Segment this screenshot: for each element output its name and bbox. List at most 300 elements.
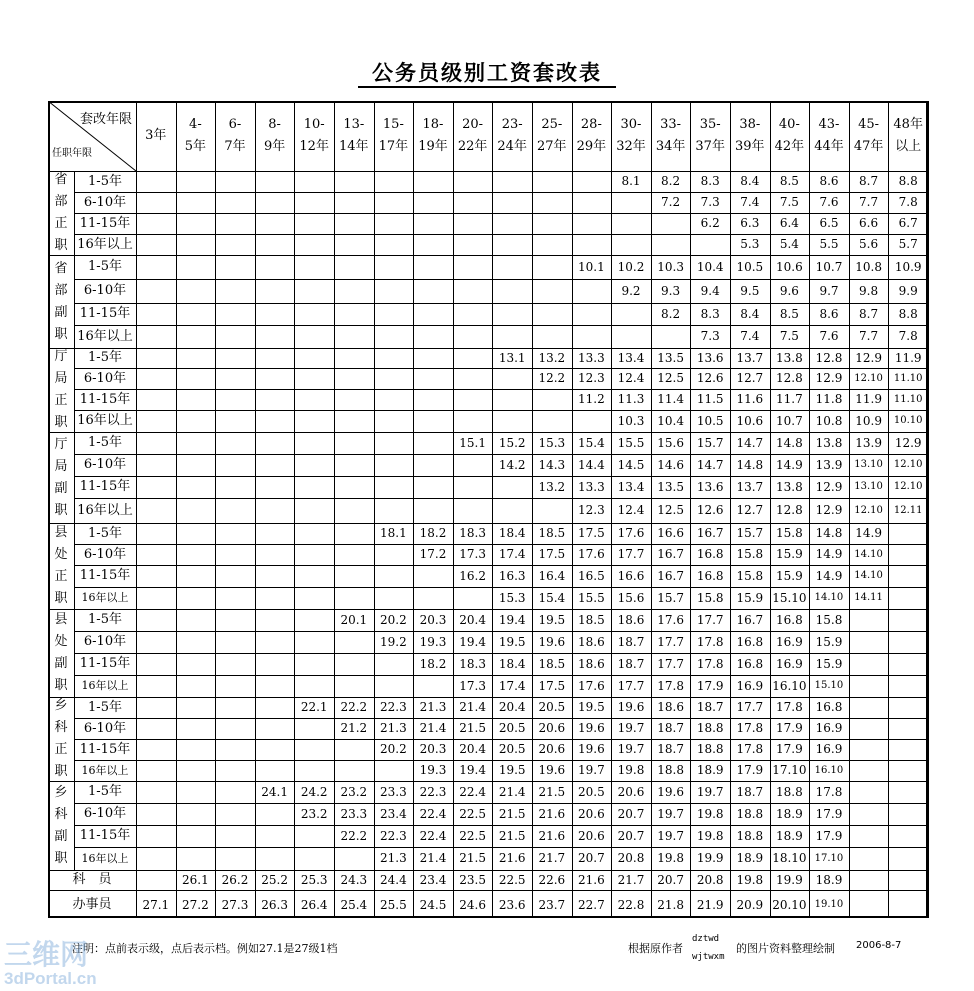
table-cell: 16.8 bbox=[776, 612, 803, 627]
table-cell: 17.5 bbox=[538, 547, 566, 562]
table-cell: 17.9 bbox=[696, 678, 724, 693]
table-cell: 8.1 bbox=[621, 174, 641, 189]
table-cell: 12.11 bbox=[893, 504, 923, 516]
table-cell: 18.8 bbox=[657, 763, 684, 778]
table-cell: 22.5 bbox=[498, 872, 526, 887]
table-cell: 13.3 bbox=[578, 479, 605, 494]
table-cell: 13.5 bbox=[657, 479, 684, 494]
table-cell: 18.9 bbox=[776, 828, 803, 843]
row-label: 6-10年 bbox=[83, 634, 127, 650]
table-cell: 17.9 bbox=[776, 721, 803, 736]
table-cell: 13.1 bbox=[498, 350, 526, 365]
table-cell: 20.5 bbox=[538, 700, 566, 715]
table-cell: 20.6 bbox=[578, 806, 605, 821]
row-label: 11-15年 bbox=[79, 741, 131, 757]
header-col: 10- 12年 bbox=[299, 117, 329, 154]
header-col: 25- 27年 bbox=[537, 117, 567, 154]
table-cell: 14.10 bbox=[854, 570, 883, 581]
table-cell: 22.3 bbox=[419, 784, 447, 799]
table-cell: 18.8 bbox=[776, 784, 803, 799]
table-cell: 15.9 bbox=[776, 568, 803, 583]
table-cell: 5.7 bbox=[898, 237, 918, 252]
table-cell: 12.9 bbox=[855, 350, 882, 365]
table-cell: 21.7 bbox=[617, 872, 645, 887]
table-cell: 10.6 bbox=[776, 259, 803, 274]
group-label: 省 部 正 职 bbox=[54, 172, 68, 253]
table-cell: 21.9 bbox=[696, 897, 724, 912]
table-cell: 15.8 bbox=[696, 590, 724, 605]
table-cell: 19.6 bbox=[657, 784, 684, 799]
table-cell: 17.6 bbox=[578, 678, 605, 693]
table-cell: 21.4 bbox=[419, 721, 447, 736]
table-cell: 18.8 bbox=[736, 828, 764, 843]
table-cell: 20.9 bbox=[736, 897, 764, 912]
table-cell: 15.3 bbox=[498, 590, 526, 605]
header-col: 18- 19年 bbox=[418, 117, 448, 154]
table-cell: 18.7 bbox=[617, 634, 645, 649]
table-cell: 17.2 bbox=[419, 547, 447, 562]
row-label: 6-10年 bbox=[83, 457, 127, 473]
table-cell: 20.5 bbox=[498, 742, 526, 757]
table-cell: 13.9 bbox=[815, 457, 843, 472]
row-label: 11-15年 bbox=[79, 828, 131, 844]
table-cell: 7.5 bbox=[779, 195, 799, 210]
table-cell: 21.5 bbox=[459, 721, 486, 736]
table-cell: 20.5 bbox=[498, 721, 526, 736]
group-label: 省 部 副 职 bbox=[54, 260, 68, 342]
table-cell: 18.5 bbox=[578, 612, 605, 627]
table-cell: 19.5 bbox=[498, 634, 526, 649]
table-cell: 20.6 bbox=[617, 784, 645, 799]
table-cell: 13.5 bbox=[657, 350, 684, 365]
table-cell: 20.4 bbox=[459, 742, 486, 757]
table-cell: 26.4 bbox=[300, 897, 328, 912]
table-cell: 10.4 bbox=[696, 259, 724, 274]
table-cell: 19.4 bbox=[459, 763, 486, 778]
table-cell: 15.10 bbox=[772, 590, 807, 605]
table-cell: 12.9 bbox=[894, 435, 922, 450]
table-cell: 12.9 bbox=[815, 479, 843, 494]
table-cell: 10.3 bbox=[617, 413, 645, 428]
table-cell: 10.4 bbox=[657, 413, 684, 428]
table-cell: 26.2 bbox=[221, 872, 249, 887]
table-cell: 15.6 bbox=[617, 590, 645, 605]
table-cell: 21.6 bbox=[538, 828, 566, 843]
table-cell: 9.6 bbox=[779, 283, 799, 298]
table-cell: 19.7 bbox=[657, 806, 684, 821]
header-col: 23- 24年 bbox=[497, 117, 527, 154]
table-cell: 22.2 bbox=[340, 828, 368, 843]
table-cell: 13.2 bbox=[538, 350, 566, 365]
watermark-brand: 三维网 bbox=[4, 939, 89, 970]
table-cell: 22.2 bbox=[340, 700, 368, 715]
table-cell: 13.6 bbox=[696, 350, 724, 365]
table-cell: 7.8 bbox=[898, 195, 918, 210]
table-cell: 7.5 bbox=[779, 329, 799, 344]
table-cell: 14.10 bbox=[814, 592, 844, 603]
table-cell: 20.7 bbox=[617, 806, 645, 821]
row-label: 16年以上 bbox=[77, 328, 133, 344]
table-cell: 22.4 bbox=[419, 806, 447, 821]
table-cell: 19.6 bbox=[578, 721, 605, 736]
table-cell: 17.8 bbox=[776, 700, 803, 715]
table-cell: 10.6 bbox=[736, 413, 764, 428]
table-cell: 17.5 bbox=[578, 526, 605, 541]
table-cell: 8.4 bbox=[740, 306, 760, 321]
header-col: 4- 5年 bbox=[184, 117, 207, 154]
table-cell: 8.7 bbox=[859, 306, 879, 321]
table-cell: 15.9 bbox=[776, 547, 803, 562]
table-cell: 18.6 bbox=[578, 634, 605, 649]
row-label-wide: 科 员 bbox=[72, 872, 112, 888]
table-cell: 12.9 bbox=[815, 371, 843, 386]
table-cell: 16.8 bbox=[696, 547, 724, 562]
table-cell: 11.8 bbox=[815, 392, 843, 407]
table-cell: 18.6 bbox=[578, 656, 605, 671]
table-cell: 21.5 bbox=[459, 851, 486, 866]
header-col: 15- 17年 bbox=[378, 117, 409, 154]
group-label: 厅 局 正 职 bbox=[54, 349, 68, 430]
table-cell: 5.6 bbox=[859, 237, 879, 252]
table-cell: 12.9 bbox=[815, 503, 843, 518]
table-cell: 12.5 bbox=[657, 503, 684, 518]
header-col: 30- 32年 bbox=[616, 117, 646, 154]
table-cell: 21.2 bbox=[340, 721, 368, 736]
table-cell: 19.2 bbox=[380, 634, 407, 649]
table-cell: 12.3 bbox=[578, 503, 605, 518]
table-cell: 22.3 bbox=[380, 700, 407, 715]
table-cell: 11.6 bbox=[736, 392, 764, 407]
table-cell: 16.8 bbox=[736, 634, 764, 649]
footer-author bbox=[692, 930, 725, 966]
table-cell: 18.9 bbox=[696, 763, 724, 778]
table-cell: 18.7 bbox=[617, 656, 645, 671]
table-cell: 20.7 bbox=[657, 872, 684, 887]
table-cell: 19.5 bbox=[538, 612, 566, 627]
table-cell: 20.6 bbox=[578, 828, 605, 843]
table-cell: 21.7 bbox=[538, 851, 566, 866]
table-cell: 24.1 bbox=[261, 784, 288, 799]
header-col: 28- 29年 bbox=[576, 117, 607, 154]
table-cell: 19.8 bbox=[696, 806, 724, 821]
table-cell: 22.5 bbox=[459, 828, 486, 843]
table-cell: 17.4 bbox=[498, 547, 526, 562]
row-label-wide: 办事员 bbox=[72, 897, 112, 913]
table-cell: 8.5 bbox=[779, 174, 799, 189]
table-cell: 19.9 bbox=[696, 851, 724, 866]
row-label: 1-5年 bbox=[88, 784, 122, 800]
row-label: 1-5年 bbox=[88, 435, 122, 451]
row-label: 16年以上 bbox=[81, 763, 129, 777]
table-cell: 23.3 bbox=[340, 806, 368, 821]
table-cell: 23.2 bbox=[300, 806, 328, 821]
table-cell: 13.8 bbox=[815, 435, 843, 450]
table-cell: 15.9 bbox=[736, 590, 764, 605]
table-cell: 16.2 bbox=[459, 568, 486, 583]
table-cell: 14.2 bbox=[498, 457, 526, 472]
row-label: 11-15年 bbox=[79, 479, 131, 495]
table-cell: 22.3 bbox=[380, 828, 407, 843]
table-cell: 19.10 bbox=[814, 899, 844, 910]
table-cell: 21.5 bbox=[498, 828, 526, 843]
table-cell: 15.8 bbox=[776, 526, 803, 541]
table-cell: 18.9 bbox=[776, 806, 803, 821]
table-cell: 16.5 bbox=[578, 568, 605, 583]
table-cell: 19.5 bbox=[498, 763, 526, 778]
group-label: 厅 局 副 职 bbox=[54, 436, 68, 518]
table-cell: 23.5 bbox=[459, 872, 486, 887]
table-cell: 18.5 bbox=[538, 656, 566, 671]
table-cell: 17.8 bbox=[736, 721, 764, 736]
footer-note: 注明：点前表示级，点后表示档。例如27.1是27级1档 bbox=[72, 942, 338, 955]
table-cell: 18.2 bbox=[419, 526, 447, 541]
table-cell: 18.7 bbox=[657, 742, 684, 757]
table-cell: 8.6 bbox=[819, 174, 839, 189]
table-cell: 20.8 bbox=[696, 872, 724, 887]
table-cell: 19.6 bbox=[617, 700, 645, 715]
table-cell: 19.7 bbox=[657, 828, 684, 843]
table-cell: 13.10 bbox=[854, 481, 883, 492]
table-cell: 16.9 bbox=[776, 634, 803, 649]
watermark-site: 3dPortal.cn bbox=[4, 969, 97, 988]
table-cell: 19.4 bbox=[498, 612, 526, 627]
table-cell: 19.7 bbox=[617, 742, 645, 757]
table-cell: 21.6 bbox=[498, 851, 526, 866]
table-cell: 14.8 bbox=[815, 526, 843, 541]
row-label: 16年以上 bbox=[81, 679, 129, 693]
table-cell: 8.8 bbox=[898, 174, 918, 189]
table-cell: 7.8 bbox=[898, 329, 918, 344]
table-cell: 14.9 bbox=[815, 568, 843, 583]
table-cell: 7.7 bbox=[859, 329, 879, 344]
table-cell: 17.8 bbox=[657, 678, 684, 693]
table-cell: 8.2 bbox=[661, 174, 681, 189]
table-cell: 18.3 bbox=[459, 526, 486, 541]
table-cell: 13.3 bbox=[578, 350, 605, 365]
table-cell: 17.7 bbox=[617, 678, 645, 693]
table-cell: 6.6 bbox=[859, 216, 879, 231]
header-col: 6- 7年 bbox=[224, 117, 246, 154]
table-cell: 17.7 bbox=[657, 656, 684, 671]
table-cell: 26.3 bbox=[261, 897, 288, 912]
table-cell: 18.9 bbox=[815, 872, 843, 887]
table-cell: 16.9 bbox=[815, 742, 843, 757]
table-cell: 6.7 bbox=[898, 216, 918, 231]
header-col: 48年 以上 bbox=[893, 117, 923, 154]
table-cell: 18.3 bbox=[459, 656, 486, 671]
table-cell: 17.8 bbox=[736, 742, 764, 757]
table-cell: 17.9 bbox=[815, 806, 843, 821]
table-cell: 14.9 bbox=[815, 547, 843, 562]
table-cell: 15.4 bbox=[578, 435, 605, 450]
table-cell: 17.7 bbox=[657, 634, 684, 649]
table-cell: 12.3 bbox=[578, 371, 605, 386]
table-cell: 8.3 bbox=[700, 306, 720, 321]
table-cell: 12.6 bbox=[696, 503, 724, 518]
table-cell: 20.4 bbox=[498, 700, 526, 715]
table-cell: 20.8 bbox=[617, 851, 645, 866]
table-cell: 16.8 bbox=[696, 568, 724, 583]
table-cell: 20.5 bbox=[578, 784, 605, 799]
header-col: 40- 42年 bbox=[774, 117, 805, 154]
table-cell: 10.8 bbox=[855, 259, 882, 274]
table-cell: 11.3 bbox=[617, 392, 645, 407]
footer-credit: 根据原作者 bbox=[628, 942, 683, 955]
group-label: 县 处 副 职 bbox=[54, 612, 68, 693]
table-cell: 20.3 bbox=[419, 742, 447, 757]
table-cell: 18.7 bbox=[657, 721, 684, 736]
row-label: 16年以上 bbox=[77, 502, 133, 518]
row-label: 6-10年 bbox=[83, 283, 127, 299]
table-cell: 17.9 bbox=[776, 742, 803, 757]
footer-date: 2006-8-7 bbox=[856, 940, 902, 951]
table-cell: 9.7 bbox=[819, 283, 839, 298]
table-cell: 25.4 bbox=[340, 897, 368, 912]
table-cell: 10.9 bbox=[855, 413, 882, 428]
header-col: 38- 39年 bbox=[735, 117, 765, 154]
table-cell: 21.5 bbox=[498, 806, 526, 821]
row-label: 16年以上 bbox=[77, 413, 133, 429]
table-cell: 12.4 bbox=[617, 371, 645, 386]
row-label: 16年以上 bbox=[81, 851, 129, 865]
table-cell: 15.3 bbox=[538, 435, 566, 450]
table-cell: 18.10 bbox=[772, 851, 807, 866]
table-cell: 5.4 bbox=[779, 237, 799, 252]
table-cell: 21.3 bbox=[419, 700, 447, 715]
table-cell: 12.7 bbox=[736, 503, 764, 518]
table-cell: 17.9 bbox=[736, 763, 764, 778]
table-cell: 17.5 bbox=[538, 678, 566, 693]
table-cell: 17.7 bbox=[696, 612, 724, 627]
table-cell: 8.2 bbox=[661, 306, 681, 321]
table-cell: 16.10 bbox=[772, 678, 807, 693]
table-cell: 17.6 bbox=[578, 547, 605, 562]
table-cell: 25.2 bbox=[261, 872, 288, 887]
table-cell: 12.10 bbox=[893, 459, 923, 470]
table-cell: 9.3 bbox=[661, 283, 681, 298]
table-cell: 13.2 bbox=[538, 479, 566, 494]
table-cell: 22.5 bbox=[459, 806, 486, 821]
corner-label-top: 套改年限 bbox=[80, 112, 133, 127]
group-label: 乡 科 正 职 bbox=[54, 698, 68, 779]
table-cell: 11.5 bbox=[696, 392, 724, 407]
table-cell: 17.6 bbox=[657, 612, 684, 627]
table-cell: 13.4 bbox=[617, 350, 645, 365]
table-cell: 8.6 bbox=[819, 306, 839, 321]
table-cell: 18.6 bbox=[657, 700, 684, 715]
table-cell: 11.9 bbox=[855, 392, 882, 407]
table-cell: 17.10 bbox=[814, 852, 844, 864]
table-cell: 13.7 bbox=[736, 479, 764, 494]
table-cell: 20.7 bbox=[617, 828, 645, 843]
table-cell: 16.9 bbox=[736, 678, 764, 693]
table-cell: 14.3 bbox=[538, 457, 566, 472]
table-cell: 27.3 bbox=[221, 897, 249, 912]
table-cell: 15.5 bbox=[578, 590, 605, 605]
col-line bbox=[215, 101, 216, 918]
table-cell: 9.9 bbox=[898, 283, 918, 298]
table-cell: 25.3 bbox=[300, 872, 328, 887]
table-cell: 10.10 bbox=[893, 415, 923, 426]
row-label: 11-15年 bbox=[79, 306, 131, 322]
table-cell: 7.6 bbox=[819, 195, 839, 210]
table-cell: 20.2 bbox=[380, 742, 407, 757]
table-cell: 11.9 bbox=[894, 350, 922, 365]
row-label: 1-5年 bbox=[88, 259, 122, 275]
table-cell: 7.3 bbox=[700, 329, 720, 344]
table-cell: 21.4 bbox=[459, 700, 486, 715]
row-label: 6-10年 bbox=[83, 370, 127, 386]
table-cell: 19.4 bbox=[459, 634, 486, 649]
watermark-logo bbox=[2, 934, 112, 990]
row-label: 16年以上 bbox=[81, 591, 129, 605]
table-cell: 17.10 bbox=[772, 763, 807, 778]
table-cell: 27.2 bbox=[182, 897, 209, 912]
table-cell: 16.7 bbox=[736, 612, 764, 627]
table-cell: 11.7 bbox=[776, 392, 803, 407]
row-label: 6-10年 bbox=[83, 194, 127, 210]
table-cell: 12.8 bbox=[815, 350, 843, 365]
table-cell: 11.2 bbox=[578, 392, 605, 407]
row-label: 1-5年 bbox=[88, 699, 122, 715]
table-cell: 8.3 bbox=[700, 174, 720, 189]
table-cell: 16.8 bbox=[736, 656, 764, 671]
table-cell: 20.6 bbox=[538, 742, 566, 757]
table-cell: 13.9 bbox=[855, 435, 882, 450]
table-cell: 22.7 bbox=[578, 897, 605, 912]
col-line bbox=[928, 101, 929, 918]
footer-credit-suffix: 的图片资料整理绘制 bbox=[736, 942, 835, 955]
table-cell: 13.6 bbox=[696, 479, 724, 494]
table-cell: 15.1 bbox=[459, 435, 486, 450]
row-label: 6-10年 bbox=[83, 806, 127, 822]
table-cell: 22.4 bbox=[459, 784, 486, 799]
table-cell: 14.7 bbox=[736, 435, 764, 450]
table-cell: 20.6 bbox=[538, 721, 566, 736]
corner-label-bottom: 任职年限 bbox=[52, 148, 92, 159]
header-col: 3年 bbox=[145, 128, 167, 143]
table-cell: 8.4 bbox=[740, 174, 760, 189]
table-cell: 23.2 bbox=[340, 784, 368, 799]
table-cell: 20.3 bbox=[419, 612, 447, 627]
table-cell: 17.3 bbox=[459, 678, 486, 693]
table-cell: 19.8 bbox=[617, 763, 645, 778]
table-cell: 13.10 bbox=[854, 459, 883, 470]
header-col: 13- 14年 bbox=[339, 117, 369, 154]
table-cell: 10.7 bbox=[815, 259, 843, 274]
table-cell: 8.5 bbox=[779, 306, 799, 321]
table-cell: 13.8 bbox=[776, 479, 803, 494]
table-cell: 16.6 bbox=[617, 568, 645, 583]
table-cell: 17.8 bbox=[696, 656, 724, 671]
table-cell: 19.9 bbox=[776, 872, 803, 887]
table-cell: 19.3 bbox=[419, 763, 447, 778]
table-cell: 17.8 bbox=[815, 784, 843, 799]
table-cell: 14.6 bbox=[657, 457, 684, 472]
table-cell: 18.8 bbox=[736, 806, 764, 821]
table-cell: 9.5 bbox=[740, 283, 760, 298]
table-cell: 6.3 bbox=[740, 216, 760, 231]
table-cell: 7.4 bbox=[740, 329, 760, 344]
header-col: 20- 22年 bbox=[457, 117, 488, 154]
table-cell: 18.7 bbox=[736, 784, 764, 799]
table-cell: 12.5 bbox=[657, 371, 684, 386]
table-cell: 25.5 bbox=[380, 897, 407, 912]
table-cell: 18.4 bbox=[498, 526, 526, 541]
table-cell: 23.4 bbox=[380, 806, 407, 821]
table-cell: 17.4 bbox=[498, 678, 526, 693]
table-cell: 21.3 bbox=[380, 721, 407, 736]
